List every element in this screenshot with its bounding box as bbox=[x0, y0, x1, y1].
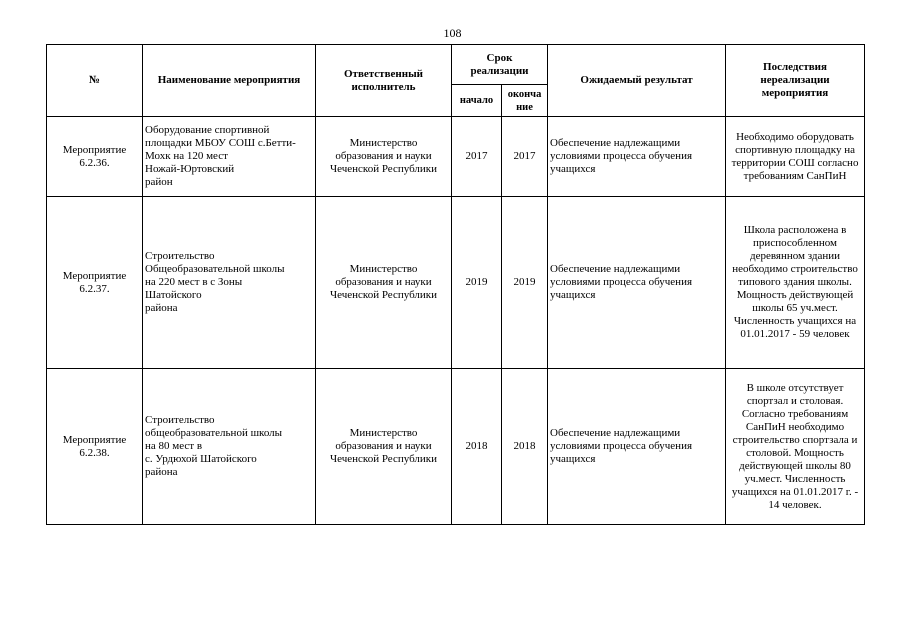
row-end: 2017 bbox=[502, 117, 548, 197]
row-name: Оборудование спортивной площадки МБОУ СОШ с.Бетти- Мохк на 120 мест Ножай-Юртовский район bbox=[143, 117, 316, 197]
row-name: Строительство Общеобразовательной школы на 220 мест в с Зоны Шатойского района bbox=[143, 197, 316, 369]
header-consequences: Последствия нереализации мероприятия bbox=[726, 45, 865, 117]
header-name: Наименование мероприятия bbox=[143, 45, 316, 117]
table-row bbox=[47, 369, 865, 525]
row-result: Обеспечение надлежащими условиями процесса обучения учащихся bbox=[548, 369, 726, 525]
row-start: 2017 bbox=[452, 117, 502, 197]
header-row bbox=[47, 45, 865, 85]
table-row bbox=[47, 197, 865, 369]
row-executor: Министерство образования и науки Чеченской Республики bbox=[316, 369, 452, 525]
header-num: № bbox=[47, 45, 143, 117]
row-end: 2018 bbox=[502, 369, 548, 525]
page-number: 108 bbox=[443, 26, 462, 40]
row-consequences: В школе отсутствует спортзал и столовая. Согласно требованиям СанПиН необходимо строительство спортзала и столовой. Мощность действующей школы 80 уч.мест. Численность учащихся на 01.01.2017 г. - 14 человек. bbox=[726, 369, 865, 525]
row-result: Обеспечение надлежащими условиями процесса обучения учащихся bbox=[548, 117, 726, 197]
header-result: Ожидаемый результат bbox=[548, 45, 726, 117]
row-start: 2018 bbox=[452, 369, 502, 525]
row-num: Мероприятие 6.2.36. bbox=[47, 117, 143, 197]
row-name: Строительство общеобразовательной школы на 80 мест в с. Урдюхой Шатойского района bbox=[143, 369, 316, 525]
header-executor: Ответственный исполнитель bbox=[316, 45, 452, 117]
row-num: Мероприятие 6.2.37. bbox=[47, 197, 143, 369]
row-consequences: Школа расположена в приспособленном деревянном здании необходимо строительство типового здания школы. Мощность действующей школы 65 уч.мест. Численность учащихся на 01.01.2017 - 59 человек bbox=[726, 197, 865, 369]
row-executor: Министерство образования и науки Чеченской Республики bbox=[316, 117, 452, 197]
row-num: Мероприятие 6.2.38. bbox=[47, 369, 143, 525]
header-period: Срок реализации bbox=[452, 45, 548, 85]
table-row bbox=[47, 117, 865, 197]
row-executor: Министерство образования и науки Чеченской Республики bbox=[316, 197, 452, 369]
row-start: 2019 bbox=[452, 197, 502, 369]
row-result: Обеспечение надлежащими условиями процесса обучения учащихся bbox=[548, 197, 726, 369]
events-table bbox=[46, 44, 865, 525]
header-end: оконча ние bbox=[502, 85, 548, 117]
row-end: 2019 bbox=[502, 197, 548, 369]
header-start: начало bbox=[452, 85, 502, 117]
row-consequences: Необходимо оборудовать спортивную площадку на территории СОШ согласно требованиям СанПиН bbox=[726, 117, 865, 197]
